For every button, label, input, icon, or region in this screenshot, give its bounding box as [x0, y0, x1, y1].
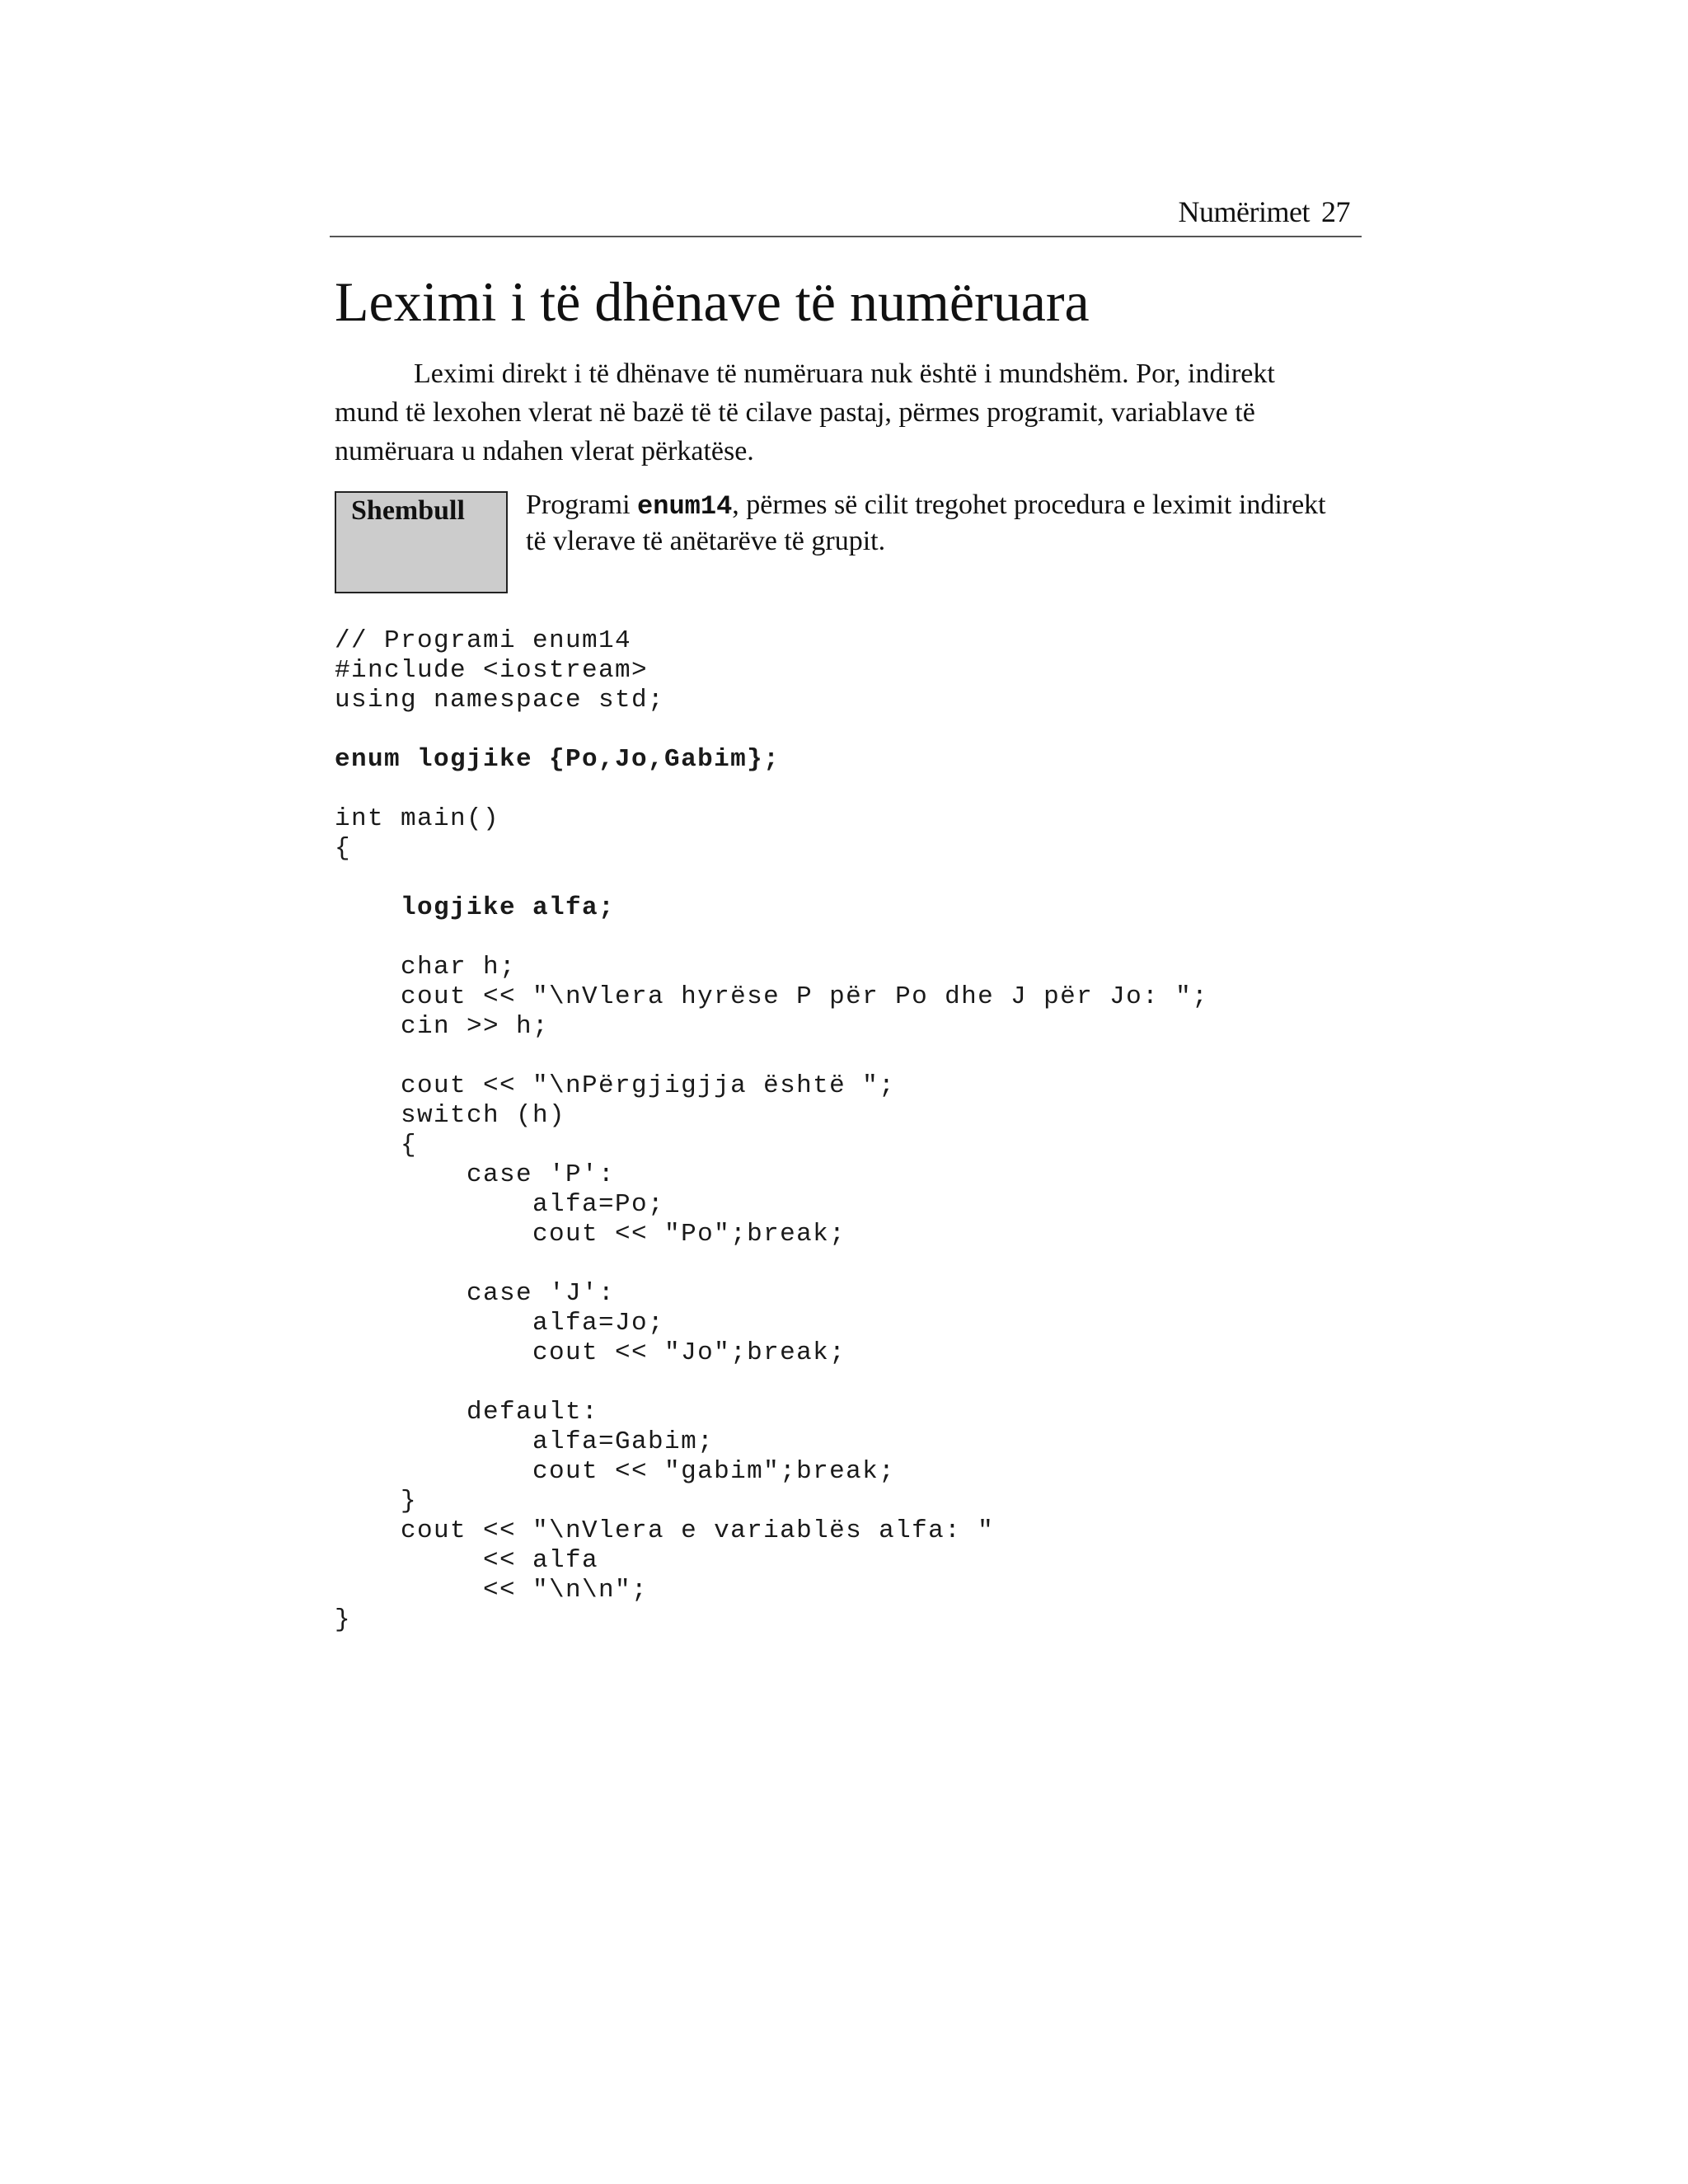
code-line: alfa=Po; — [335, 1190, 665, 1219]
code-line: } — [335, 1487, 418, 1516]
code-line: { — [335, 834, 352, 863]
intro-paragraph: Leximi direkt i të dhënave të numëruara nuk është i mundshëm. Por, indirekt mund të lexohen vlerat në bazë të të cilave pastaj, përmes programit, variablave të numëruara u ndahen vlerat përkatëse. — [335, 359, 1275, 466]
chapter-name: Numërimet — [1178, 195, 1310, 228]
code-line — [335, 1368, 1208, 1398]
code-line: << "\n\n"; — [335, 1576, 649, 1605]
code-line: // Programi enum14 — [335, 626, 632, 655]
program-name: enum14 — [637, 491, 733, 522]
example-description — [526, 488, 1334, 559]
code-line: << alfa — [335, 1546, 599, 1575]
code-line: case 'P': — [335, 1160, 616, 1189]
code-line — [335, 775, 1208, 804]
running-header — [330, 188, 1362, 237]
example-label: Shembull — [351, 495, 465, 526]
code-line: enum logjike {Po,Jo,Gabim}; — [335, 745, 781, 774]
running-header-text — [1179, 194, 1350, 229]
code-listing — [335, 626, 1208, 1635]
page-number: 27 — [1321, 195, 1350, 228]
code-line: cout << "\nVlera hyrëse P për Po dhe J për Jo: "; — [335, 982, 1209, 1011]
code-line: logjike alfa; — [335, 893, 616, 922]
example-text-after: , përmes së cilit tregohet procedura e leximit indirekt të vlerave të anëtarëve të grupit. — [526, 490, 1326, 556]
code-line — [335, 864, 1208, 893]
code-line: default: — [335, 1398, 599, 1427]
code-line: cout << "gabim";break; — [335, 1457, 896, 1486]
code-line: cout << "\nPërgjigjja është "; — [335, 1071, 896, 1100]
code-line: cout << "\nVlera e variablës alfa: " — [335, 1516, 995, 1545]
code-line: char h; — [335, 953, 517, 982]
code-line: #include <iostream> — [335, 656, 649, 685]
example-text-before: Programi — [526, 490, 638, 520]
code-line: using namespace std; — [335, 686, 665, 715]
code-line: int main() — [335, 804, 500, 833]
code-line: case 'J': — [335, 1279, 616, 1308]
code-line: switch (h) — [335, 1101, 566, 1130]
code-line: cout << "Jo";break; — [335, 1338, 846, 1367]
code-line — [335, 1249, 1208, 1279]
code-line: alfa=Jo; — [335, 1309, 665, 1338]
code-line: cin >> h; — [335, 1012, 550, 1041]
code-line — [335, 923, 1208, 953]
code-line — [335, 1042, 1208, 1071]
section-title: Leximi i të dhënave të numëruara — [335, 270, 1090, 333]
code-line: { — [335, 1131, 418, 1160]
code-line: } — [335, 1605, 352, 1634]
code-line: cout << "Po";break; — [335, 1220, 846, 1249]
code-line — [335, 715, 1208, 745]
example-label-box — [335, 491, 508, 593]
code-line: alfa=Gabim; — [335, 1427, 715, 1456]
